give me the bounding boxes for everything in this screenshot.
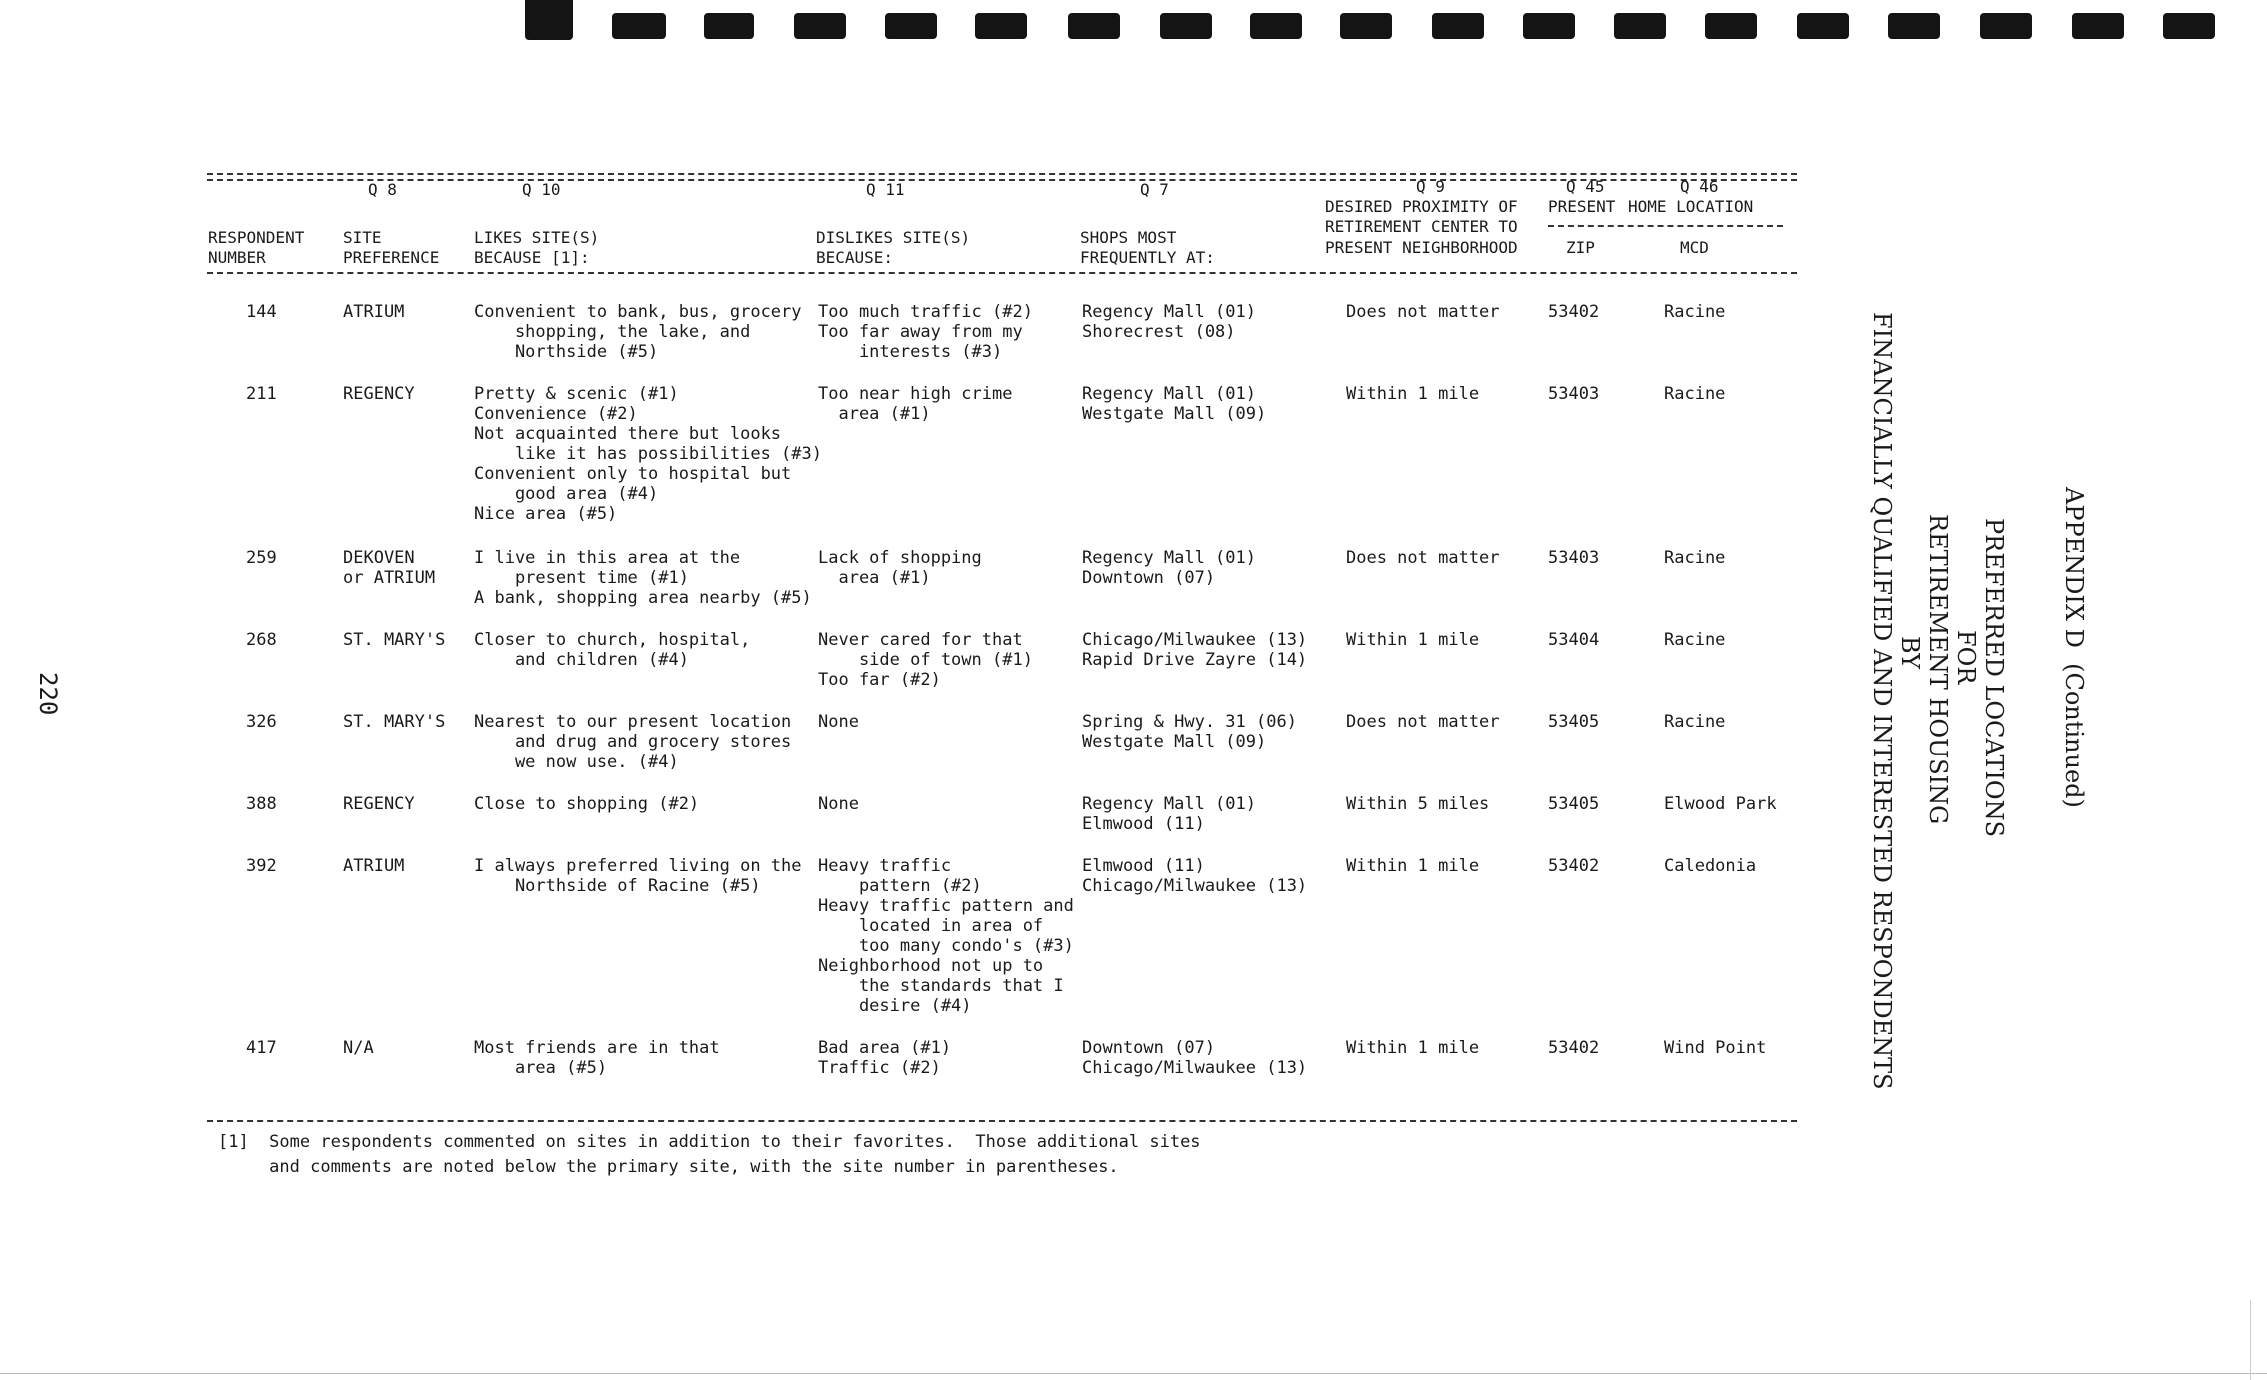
dislikes-site (818, 1038, 951, 1078)
desired-proximity: Within 1 mile (1346, 856, 1480, 876)
shops-most-line: Chicago/Milwaukee (13) (1082, 630, 1308, 650)
site-preference-line: N/A (343, 1038, 374, 1058)
site-preference (343, 548, 435, 588)
dislikes-site-line: Never cared for that (818, 630, 1023, 650)
dislikes-site (818, 630, 1033, 690)
header-home-location: HOME LOCATION (1628, 197, 1754, 216)
punch-hole (1705, 13, 1757, 39)
desired-proximity: Within 1 mile (1346, 1038, 1480, 1058)
punch-hole (1797, 13, 1849, 39)
likes-site-line: I always preferred living on the (474, 856, 802, 876)
desired-proximity: Does not matter (1346, 302, 1500, 322)
punch-hole (1614, 13, 1666, 39)
header-site: SITE (343, 228, 382, 247)
header-preference: PREFERENCE (343, 248, 440, 267)
likes-site-line: Northside (#5) (474, 342, 659, 362)
shops-most-line: Rapid Drive Zayre (14) (1082, 650, 1308, 670)
shops-most (1082, 712, 1297, 752)
mcd-location: Racine (1664, 630, 1726, 650)
punch-hole (2072, 13, 2124, 39)
desired-proximity: Does not matter (1346, 548, 1500, 568)
likes-site (474, 630, 750, 670)
header-likes-because: BECAUSE [1]: (474, 248, 590, 267)
punch-hole (704, 13, 754, 39)
punch-hole (885, 13, 937, 39)
likes-site-line: I live in this area at the (474, 548, 741, 568)
desired-proximity: Within 1 mile (1346, 630, 1480, 650)
appendix-label: APPENDIX D (Continued) (2060, 487, 2088, 808)
dislikes-site (818, 384, 1012, 424)
shops-most-line: Chicago/Milwaukee (13) (1082, 876, 1308, 896)
top-double-rule (207, 173, 1797, 181)
shops-most-line: Shorecrest (08) (1082, 322, 1236, 342)
punch-hole (2163, 13, 2215, 39)
respondent-number: 268 (246, 630, 277, 650)
header-proximity-2: RETIREMENT CENTER TO (1325, 217, 1518, 236)
title-for: FOR (1952, 630, 1980, 685)
table-bottom-rule (207, 1120, 1797, 1122)
likes-site-line: Close to shopping (#2) (474, 794, 700, 814)
site-preference-line: ST. MARY'S (343, 712, 446, 732)
respondent-number: 388 (246, 794, 277, 814)
likes-site-line: like it has possibilities (#3) (474, 444, 822, 464)
site-preference (343, 856, 404, 876)
respondent-number: 259 (246, 548, 277, 568)
header-mcd: MCD (1680, 238, 1709, 257)
dislikes-site (818, 856, 1074, 1016)
header-q9: Q 9 (1416, 177, 1445, 196)
mcd-location: Caledonia (1664, 856, 1757, 876)
shops-most (1082, 302, 1256, 342)
mcd-location: Racine (1664, 302, 1726, 322)
dislikes-site-line: side of town (#1) (818, 650, 1033, 670)
header-q10: Q 10 (522, 180, 561, 199)
punch-hole (1432, 13, 1484, 39)
dislikes-site-line: too many condo's (#3) (818, 936, 1074, 956)
punch-hole (1068, 13, 1120, 39)
title-respondents: FINANCIALLY QUALIFIED AND INTERESTED RESPONDENTS (1868, 312, 1896, 1090)
site-preference (343, 794, 415, 814)
site-preference (343, 302, 404, 322)
likes-site-line: Nice area (#5) (474, 504, 618, 524)
shops-most-line: Regency Mall (01) (1082, 794, 1256, 814)
title-preferred-locations: PREFERRED LOCATIONS (1980, 518, 2008, 838)
site-preference (343, 630, 445, 650)
header-rule (207, 272, 1797, 274)
site-preference-line: or ATRIUM (343, 568, 436, 588)
mcd-location: Elwood Park (1664, 794, 1777, 814)
likes-site-line: Not acquainted there but looks (474, 424, 782, 444)
header-shops-frequently: FREQUENTLY AT: (1080, 248, 1215, 267)
punch-hole (1160, 13, 1212, 39)
likes-site-line: Northside of Racine (#5) (474, 876, 761, 896)
zip-code: 53403 (1548, 548, 1600, 568)
mcd-location: Racine (1664, 712, 1726, 732)
dislikes-site-line: Bad area (#1) (818, 1038, 952, 1058)
desired-proximity: Within 5 miles (1346, 794, 1490, 814)
punch-hole (1980, 13, 2032, 39)
mcd-location: Racine (1664, 548, 1726, 568)
page-number: 220 (34, 672, 62, 716)
shops-most-line: Westgate Mall (09) (1082, 732, 1267, 752)
dislikes-site-line: area (#1) (818, 404, 931, 424)
header-dislikes: DISLIKES SITE(S) (816, 228, 971, 247)
dislikes-site (818, 794, 859, 814)
dislikes-site-line: Too near high crime (818, 384, 1013, 404)
shops-most-line: Downtown (07) (1082, 1038, 1216, 1058)
dislikes-site-line: Heavy traffic (818, 856, 952, 876)
shops-most-line: Regency Mall (01) (1082, 384, 1256, 404)
shops-most (1082, 794, 1256, 834)
shops-most-line: Elmwood (11) (1082, 814, 1205, 834)
punch-hole (1340, 13, 1392, 39)
zip-code: 53405 (1548, 794, 1600, 814)
punch-hole (794, 13, 846, 39)
dislikes-site-line: Too far away from my (818, 322, 1023, 342)
page-right-edge (2250, 1300, 2251, 1380)
dislikes-site-line: Traffic (#2) (818, 1058, 941, 1078)
dislikes-site-line: None (818, 712, 859, 732)
header-shops: SHOPS MOST (1080, 228, 1177, 247)
zip-code: 53405 (1548, 712, 1600, 732)
header-q7: Q 7 (1140, 180, 1169, 199)
zip-code: 53402 (1548, 856, 1600, 876)
mcd-location: Racine (1664, 384, 1726, 404)
shops-most (1082, 1038, 1307, 1078)
header-q11: Q 11 (866, 180, 905, 199)
header-zip: ZIP (1566, 238, 1595, 257)
dislikes-site-line: located in area of (818, 916, 1044, 936)
likes-site-line: shopping, the lake, and (474, 322, 751, 342)
likes-site-line: Most friends are in that (474, 1038, 720, 1058)
punch-hole (525, 0, 573, 40)
header-q8: Q 8 (368, 180, 397, 199)
likes-site (474, 712, 791, 772)
zip-code: 53402 (1548, 302, 1600, 322)
footnote-line: and comments are noted below the primary site, with the site number in parentheses. (218, 1157, 1119, 1177)
dislikes-site-line: pattern (#2) (818, 876, 982, 896)
likes-site (474, 856, 802, 896)
header-likes: LIKES SITE(S) (474, 228, 600, 247)
respondent-number: 326 (246, 712, 277, 732)
zip-code: 53404 (1548, 630, 1600, 650)
zip-mcd-divider (1548, 225, 1783, 227)
header-number: NUMBER (208, 248, 266, 267)
likes-site-line: and drug and grocery stores (474, 732, 792, 752)
likes-site (474, 548, 812, 608)
likes-site (474, 1038, 720, 1078)
header-respondent: RESPONDENT (208, 228, 305, 247)
dislikes-site-line: Neighborhood not up to (818, 956, 1044, 976)
shops-most (1082, 856, 1307, 896)
site-preference (343, 1038, 374, 1058)
header-dislikes-because: BECAUSE: (816, 248, 894, 267)
shops-most (1082, 384, 1266, 424)
dislikes-site-line: Lack of shopping (818, 548, 982, 568)
shops-most (1082, 630, 1307, 670)
dislikes-site-line: Too much traffic (#2) (818, 302, 1033, 322)
likes-site-line: good area (#4) (474, 484, 659, 504)
shops-most-line: Spring & Hwy. 31 (06) (1082, 712, 1297, 732)
zip-code: 53402 (1548, 1038, 1600, 1058)
site-preference-line: REGENCY (343, 794, 415, 814)
punch-hole (612, 13, 666, 39)
shops-most-line: Downtown (07) (1082, 568, 1216, 588)
likes-site-line: Convenience (#2) (474, 404, 638, 424)
dislikes-site-line: None (818, 794, 859, 814)
header-q46: Q 46 (1680, 177, 1719, 196)
site-preference-line: ATRIUM (343, 856, 405, 876)
likes-site-line: and children (#4) (474, 650, 689, 670)
dislikes-site-line: area (#1) (818, 568, 931, 588)
header-proximity: DESIRED PROXIMITY OF (1325, 197, 1518, 216)
likes-site-line: Closer to church, hospital, (474, 630, 751, 650)
likes-site-line: we now use. (#4) (474, 752, 679, 772)
zip-code: 53403 (1548, 384, 1600, 404)
dislikes-site (818, 302, 1033, 362)
dislikes-site-line: interests (#3) (818, 342, 1003, 362)
mcd-location: Wind Point (1664, 1038, 1767, 1058)
punch-hole (1523, 13, 1575, 39)
punch-hole (1250, 13, 1302, 39)
likes-site-line: area (#5) (474, 1058, 608, 1078)
title-retirement-housing: RETIREMENT HOUSING (1924, 514, 1952, 825)
header-q45: Q 45 (1566, 177, 1605, 196)
likes-site (474, 794, 699, 814)
dislikes-site (818, 548, 982, 588)
dislikes-site-line: desire (#4) (818, 996, 972, 1016)
site-preference (343, 384, 415, 404)
likes-site (474, 384, 822, 524)
site-preference-line: REGENCY (343, 384, 415, 404)
likes-site-line: Nearest to our present location (474, 712, 792, 732)
dislikes-site-line: Heavy traffic pattern and (818, 896, 1074, 916)
punch-hole (1888, 13, 1940, 39)
likes-site-line: present time (#1) (474, 568, 689, 588)
footnote-line: [1] Some respondents commented on sites in addition to their favorites. Those additional sites (218, 1132, 1201, 1152)
header-proximity-3: PRESENT NEIGHBORHOOD (1325, 238, 1518, 257)
respondent-number: 144 (246, 302, 277, 322)
desired-proximity: Within 1 mile (1346, 384, 1480, 404)
shops-most-line: Westgate Mall (09) (1082, 404, 1267, 424)
shops-most-line: Elmwood (11) (1082, 856, 1205, 876)
page-edge (0, 1373, 2267, 1374)
likes-site-line: Convenient to bank, bus, grocery (474, 302, 802, 322)
punch-hole (975, 13, 1027, 39)
desired-proximity: Does not matter (1346, 712, 1500, 732)
likes-site (474, 302, 802, 362)
respondent-number: 392 (246, 856, 277, 876)
shops-most-line: Chicago/Milwaukee (13) (1082, 1058, 1308, 1078)
site-preference-line: DEKOVEN (343, 548, 415, 568)
title-by: BY (1896, 636, 1924, 670)
dislikes-site (818, 712, 859, 732)
site-preference-line: ST. MARY'S (343, 630, 446, 650)
header-present: PRESENT (1548, 197, 1616, 216)
shops-most-line: Regency Mall (01) (1082, 548, 1256, 568)
respondent-number: 211 (246, 384, 277, 404)
site-preference-line: ATRIUM (343, 302, 405, 322)
dislikes-site-line: the standards that I (818, 976, 1064, 996)
respondent-number: 417 (246, 1038, 277, 1058)
likes-site-line: Convenient only to hospital but (474, 464, 792, 484)
dislikes-site-line: Too far (#2) (818, 670, 941, 690)
likes-site-line: A bank, shopping area nearby (#5) (474, 588, 812, 608)
shops-most (1082, 548, 1256, 588)
likes-site-line: Pretty & scenic (#1) (474, 384, 679, 404)
shops-most-line: Regency Mall (01) (1082, 302, 1256, 322)
site-preference (343, 712, 445, 732)
